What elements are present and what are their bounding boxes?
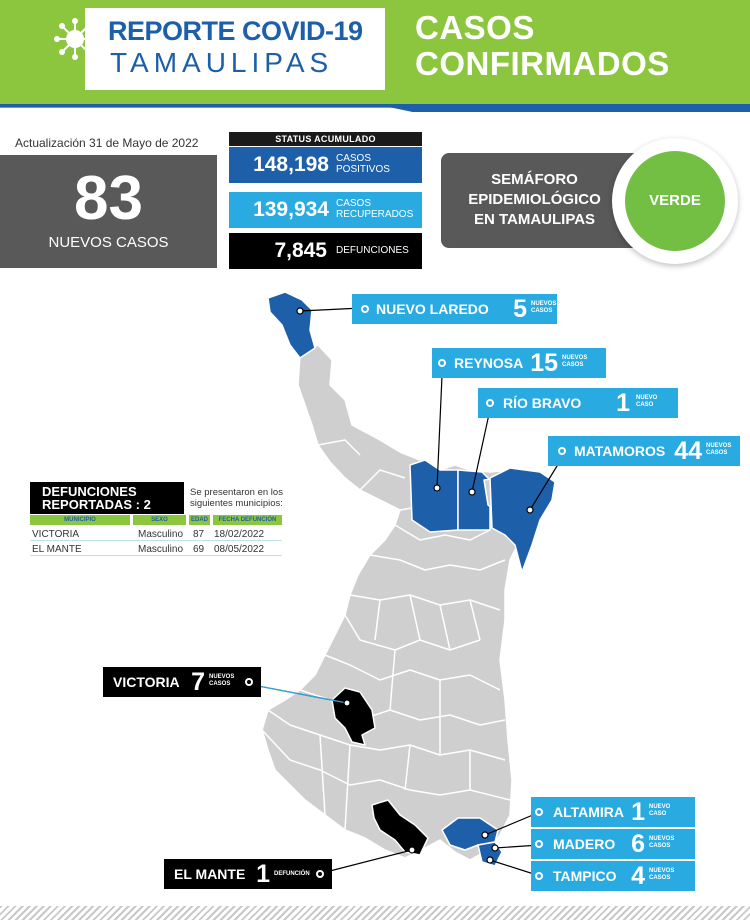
defunciones-columns <box>30 515 282 525</box>
callout-sub <box>531 301 556 315</box>
stat-recuperados-label <box>336 198 413 220</box>
callout-dot <box>486 399 494 407</box>
stat-defunciones-label: DEFUNCIONES <box>336 245 409 256</box>
callout-sub <box>649 836 674 850</box>
stat-positivos-value: 148,198 <box>253 153 329 176</box>
callout-madero <box>531 829 695 859</box>
semaforo-line3: EN TAMAULIPAS <box>473 211 596 228</box>
stat-positivos <box>229 147 422 183</box>
table-row <box>30 528 282 541</box>
stat-recuperados-label-1: CASOS <box>336 198 372 209</box>
defunciones-note <box>190 487 283 509</box>
callout-sub2: CASOS <box>649 843 671 849</box>
semaforo-status: VERDE <box>625 151 725 251</box>
row-fecha: 18/02/2022 <box>214 529 265 540</box>
callout-value: 7 <box>191 668 205 696</box>
callout-value: 15 <box>530 349 558 377</box>
virus-icon <box>52 16 98 62</box>
callout-sub <box>706 443 731 457</box>
row-fecha: 08/05/2022 <box>214 544 265 555</box>
semaforo-line1: SEMÁFORO <box>491 171 578 188</box>
callout-sub1: NUEVOS <box>706 443 732 449</box>
callout-value: 1 <box>616 389 630 417</box>
callout-name: MADERO <box>553 836 616 852</box>
callout-name: NUEVO LAREDO <box>376 301 489 317</box>
callout-rio-bravo <box>478 388 678 418</box>
row-sexo: Masculino <box>138 529 184 540</box>
col-municipio: MUNICIPIO <box>30 515 130 525</box>
col-fecha: FECHA DEFUNCIÓN <box>213 515 282 525</box>
callout-value: 1 <box>631 798 645 826</box>
callout-value: 6 <box>631 830 645 858</box>
report-title: REPORTE COVID-19 <box>108 16 363 46</box>
row-sexo: Masculino <box>138 544 184 555</box>
callout-name: EL MANTE <box>174 866 246 882</box>
callout-sub2: CASOS <box>209 681 231 687</box>
col-edad: EDAD <box>190 517 208 523</box>
map-rio-bravo <box>458 470 490 530</box>
callout-name: VICTORIA <box>113 674 180 690</box>
callout-sub <box>649 868 674 882</box>
callout-name: REYNOSA <box>454 355 524 371</box>
callout-el-mante <box>164 859 332 889</box>
callout-value: 1 <box>256 860 270 888</box>
callout-dot <box>316 870 324 878</box>
callout-sub2: CASOS <box>649 875 671 881</box>
defunciones-note-2: siguientes municipios: <box>190 498 283 509</box>
section-title <box>415 10 670 82</box>
stat-positivos-label <box>336 153 390 175</box>
callout-tampico <box>531 861 695 891</box>
callout-dot <box>535 840 543 848</box>
new-cases-box <box>0 155 217 268</box>
callout-sub1: NUEVOS <box>531 301 557 307</box>
callout-name: MATAMOROS <box>574 443 666 459</box>
stat-positivos-label-2: POSITIVOS <box>336 164 390 175</box>
callout-sub <box>636 395 657 409</box>
callout-victoria <box>103 667 261 697</box>
callout-dot <box>558 447 566 455</box>
callout-sub2: CASO <box>649 811 667 817</box>
stat-defunciones <box>229 233 422 269</box>
defunciones-header <box>30 482 184 514</box>
callout-dot <box>535 808 543 816</box>
callout-sub1: NUEVOS <box>209 674 235 680</box>
status-title: STATUS ACUMULADO <box>229 132 422 146</box>
callout-matamoros <box>548 436 740 466</box>
header-blue-strip <box>0 104 750 112</box>
callout-dot <box>361 305 369 313</box>
callout-value: 5 <box>513 295 527 323</box>
stat-defunciones-value: 7,845 <box>274 239 327 262</box>
defunciones-title-2: REPORTADAS : 2 <box>42 497 151 512</box>
row-municipio: EL MANTE <box>32 544 82 555</box>
col-sexo: SEXO <box>133 515 186 525</box>
callout-sub <box>649 804 670 818</box>
stat-positivos-label-1: CASOS <box>336 153 372 164</box>
new-cases-label: NUEVOS CASOS <box>48 234 169 251</box>
footer-hatch <box>0 906 750 920</box>
callout-sub1: NUEVOS <box>649 836 675 842</box>
callout-sub <box>209 674 234 688</box>
callout-sub2: CASOS <box>706 450 728 456</box>
update-date: Actualización 31 de Mayo de 2022 <box>15 136 199 150</box>
row-municipio: VICTORIA <box>32 529 80 540</box>
callout-name: RÍO BRAVO <box>503 395 582 411</box>
row-edad: 69 <box>193 544 205 555</box>
callout-sub2: CASOS <box>531 308 553 314</box>
row-edad: 87 <box>193 529 205 540</box>
callout-altamira <box>531 797 695 827</box>
map-state-body <box>262 345 540 860</box>
stat-recuperados-value: 139,934 <box>253 198 329 221</box>
report-subtitle: TAMAULIPAS <box>110 47 334 78</box>
callout-sub <box>562 355 587 369</box>
callout-dot <box>438 359 446 367</box>
defunciones-title-1: DEFUNCIONES <box>42 484 137 499</box>
map-nuevo-laredo <box>268 292 315 358</box>
section-title-line1: CASOS <box>415 9 535 46</box>
callout-sub2: CASOS <box>562 362 584 368</box>
map-reynosa <box>410 460 458 532</box>
callout-reynosa <box>432 348 606 378</box>
stat-recuperados <box>229 192 422 228</box>
callout-sub1: NUEVOS <box>649 868 675 874</box>
callout-dot <box>245 678 253 686</box>
callout-nuevo-laredo <box>352 294 557 324</box>
callout-dot <box>535 872 543 880</box>
new-cases-value: 83 <box>74 164 143 233</box>
section-title-line2: CONFIRMADOS <box>415 45 670 82</box>
table-row <box>30 543 282 556</box>
callout-sub1: NUEVOS <box>562 355 588 361</box>
callout-sub2: CASO <box>636 402 654 408</box>
stat-recuperados-label-2: RECUPERADOS <box>336 209 414 220</box>
semaforo-line2: EPIDEMIOLÓGICO <box>468 191 601 208</box>
callout-value: 4 <box>631 862 645 890</box>
callout-sub: DEFUNCIÓN <box>274 871 310 877</box>
callout-name: TAMPICO <box>553 868 617 884</box>
callout-sub1: NUEVO <box>636 395 658 401</box>
defunciones-note-1: Se presentaron en los <box>190 487 283 498</box>
callout-sub1: NUEVO <box>649 804 671 810</box>
callout-name: ALTAMIRA <box>553 804 625 820</box>
semaforo-label <box>452 170 617 230</box>
callout-value: 44 <box>674 437 702 465</box>
